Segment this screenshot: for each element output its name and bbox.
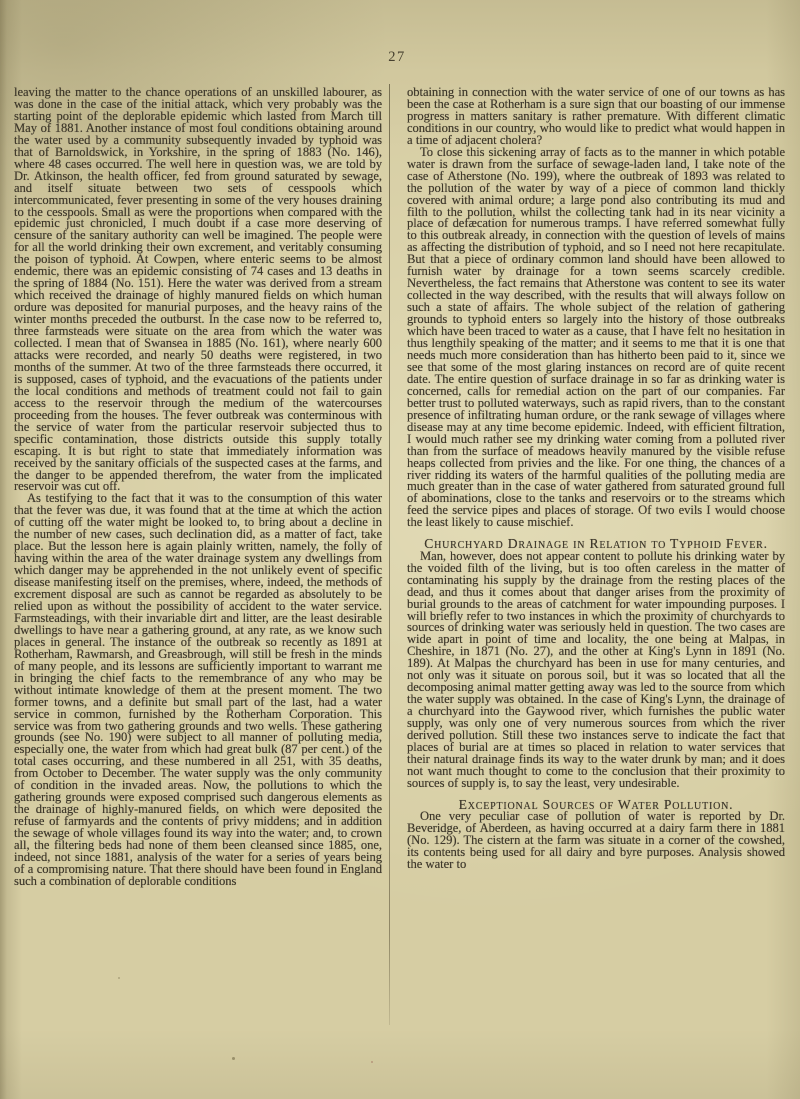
section-heading-churchyard-drainage: Churchyard Drainage in Relation to Typhoid Fever. — [424, 536, 768, 552]
paragraph-continuation: obtaining in connection with the water service of one of our towns as has been the case at Rotherham is a sure sign that our boasting of our immense progress in matters sanitary is rather premature. With different climatic conditions in our country, who would like to predict what would happen in a time of adjacent cholera? — [407, 85, 785, 147]
section-heading-exceptional-sources: Exceptional Sources of Water Pollution. — [458, 796, 734, 812]
paragraph-continuation: leaving the matter to the chance operations of an unskilled labourer, as was done in the case of the initial attack, which very probably was the starting point of the deplorable epidemic which lasted from March till May of 1881. Another instance of most foul conditions obtaining around the water used by a community subsequently invaded by typhoid was that of Barnoldswick, in Yorkshire, in the spring of 1883 (No. 146), where 48 cases occurred. The well here in question was, we are told by Dr. Atkinson, the health officer, fed from ground saturated by sewage, and itself situate between two sets of cesspools which intercommunicated, fever presenting in some of the very houses draining to the cesspools. Small as were the proportions when compared with the epidemic just chronicled, I much doubt if a case more deserving of censure of the sanitary authority can well be imagined. The people were for all the world drinking their own excrement, and veritably consuming the poison of typhoid. At Cowpen, where enteric seems to be almost endemic, there was an epidemic consisting of 74 cases and 13 deaths in the spring of 1884 (No. 151). Here the water was derived from a stream which received the drainage of highly manured fields on which human ordure was deposited for manurial purposes, and the heavy rains of the winter months preceded the outburst. In the case now to be referred to, three farmsteads were situate on the area from which the water was collected. I mean that of Swansea in 1885 (No. 161), where nearly 600 attacks were recorded, and nearly 50 deaths were registered, in two months of the summer. At two of the three farmsteads there occurred, it is supposed, cases of typhoid, and the evacuations of the patients under the local conditions and methods of treatment could not fail to gain access to the reservoir through the medium of the watercourses proceeding from the houses. The fever outbreak was conterminous with the service of water from the particular reservoir subjected thus to specific contamination, those districts outside this supply totally escaping. It is but right to state that immediately information was received by the sanitary officials of the suspected cases at the farms, and the danger to be appended therefrom, the water from the implicated reservoir was cut off. — [14, 85, 382, 494]
text-columns — [14, 87, 785, 888]
right-column — [407, 87, 785, 888]
page-number: 27 — [388, 49, 406, 65]
paragraph: As testifying to the fact that it was to the consumption of this water that the fever was due, it was found that at the time at which the action of cutting off the water might be looked to, to bring about a decline in the number of new cases, such declination did, as a matter of fact, take place. But the lesson here is again plainly written, namely, the folly of having within the area of the water drainage system any dwellings from which danger may be apprehended in the not unlikely event of specific disease manifesting itself on the premises, where, indeed, the methods of excrement disposal are such as cannot be regarded as absolutely to be relied upon as without the possibility of accident to the water service. Farmsteadings, with their invariable dirt and litter, are the least desirable dwellings to have near a gathering ground, at any rate, as we know such places in general. The instance of the outbreak so recently as 1891 at Rotherham, Rawmarsh, and Greasbrough, will still be fresh in the minds of many people, and its lessons are sufficiently important to warrant me in bringing the chief facts to the remembrance of any who may be without intimate knowledge of them at the present moment. The two former towns, and a definite but small part of the last, had a water service in common, furnished by the Rotherham Corporation. This service was from two gathering grounds and two wells. These gathering grounds (see No. 190) were subject to all manner of polluting media, especially one, the water from which had great bulk (87 per cent.) of the total cases occurring, and these numbered in all 251, with 35 deaths, from October to December. The water supply was the only community of condition in the invaded areas. Now, the pollutions to which the gathering grounds were exposed comprised such dangerous elements as the drainage of highly-manured fields, on which were deposited the refuse of farmyards and the contents of privy middens; and in addition the sewage of whole villages found its way into the water; and, to crown all, the filtering beds had none of them been cleansed since 1885, one, indeed, not since 1881, analysis of the water for a series of years being of a compromising nature. That there should have been found in England such a combination of deplorable conditions — [14, 491, 382, 888]
paper-speck — [371, 1061, 373, 1063]
paper-speck — [118, 977, 120, 979]
paragraph: To close this sickening array of facts as to the manner in which potable water is drawn from the surface of sewage-laden land, I take note of the case of Atherstone (No. 199), where the outbreak of 1893 was related to the pollution of the water by way of a piece of common land thickly covered with animal ordure; a large pond also contributing its mud and filth to the pollution, whilst the collecting tank had in its near vicinity a place of defæcation for numerous tramps. I have referred somewhat fully to this outbreak already, in connection with the question of levels of mains as affecting the distribution of typhoid, and so I need not here recapitulate. But that a piece of ordinary common land should have been allowed to furnish water by drainage for a town seems scarcely credible. Nevertheless, the fact remains that Atherstone was content to see its water collected in the way described, with the results that will always follow on such a state of affairs. The whole subject of the relation of gathering grounds to typhoid enters so largely into the history of those outbreaks which have been traced to water as a cause, that I have felt no hesitation in thus lengthily speaking of the matter; and it seems to me that it is one that needs much more consideration than has hitherto been paid to it, since we see that some of the most glaring instances on record are of quite recent date. The entire question of surface drainage in so far as drinking water is concerned, calls for remedial action on the part of our companies. Far better trust to polluted waterways, such as rapid rivers, than to the constant presence of infiltrating human ordure, or the rank sewage of villages where disease may at any time become epidemic. Indeed, with efficient filtration, I would much rather see my drinking water coming from a polluted river than from the surface of meadows heavily manured by the visible refuse heaps collected from privies and the like. For one thing, the chances of a river ridding its waters of the harmful qualities of the polluting media are much greater than in the case of water gathered from saturated ground full of abominations, close to the tanks and reservoirs or to the streams which feed the service pipes and places of storage. Of two evils I would choose the least likely to cause mischief. — [407, 144, 785, 530]
left-column — [14, 87, 382, 888]
paper-speck — [232, 1057, 235, 1060]
paragraph: Man, however, does not appear content to pollute his drinking water by the voided filth of the living, but is too often careless in the matter of contaminating his supply by the drainage from the resting places of the dead, and thus it comes about that danger arises from the proximity of burial grounds to the areas of catchment for water impounding purposes. I will briefly refer to two instances in which the proximity of churchyards to sources of drinking water was seriously held in question. The two cases are wide apart in point of time and locality, the one being at Malpas, in Cheshire, in 1871 (No. 27), and the other at King's Lynn in 1891 (No. 189). At Malpas the churchyard has been in use for many centuries, and not only was it situate on porous soil, but it was so located that all the decomposing animal matter getting away was led to the source from which the water supply was obtained. In the case of King's Lynn, the drainage of a churchyard into the Gaywood river, which furnishes the public water supply, was only one of very numerous sources from which the river derived pollution. Still these two instances serve to indicate the fact that places of burial are at times so placed in relation to water services that their natural drainage finds its way to the water drunk by man; and it does not want much thought to come to the conclusion that their proximity to sources of supply is, to say the least, very undesirable. — [407, 548, 785, 790]
paragraph: One very peculiar case of pollution of water is reported by Dr. Beveridge, of Aberdeen, as having occurred at a dairy farm there in 1881 (No. 129). The cistern at the farm was situate in a corner of the cowshed, its contents being used for all dairy and byre purposes. Analysis showed the water to — [407, 809, 785, 872]
